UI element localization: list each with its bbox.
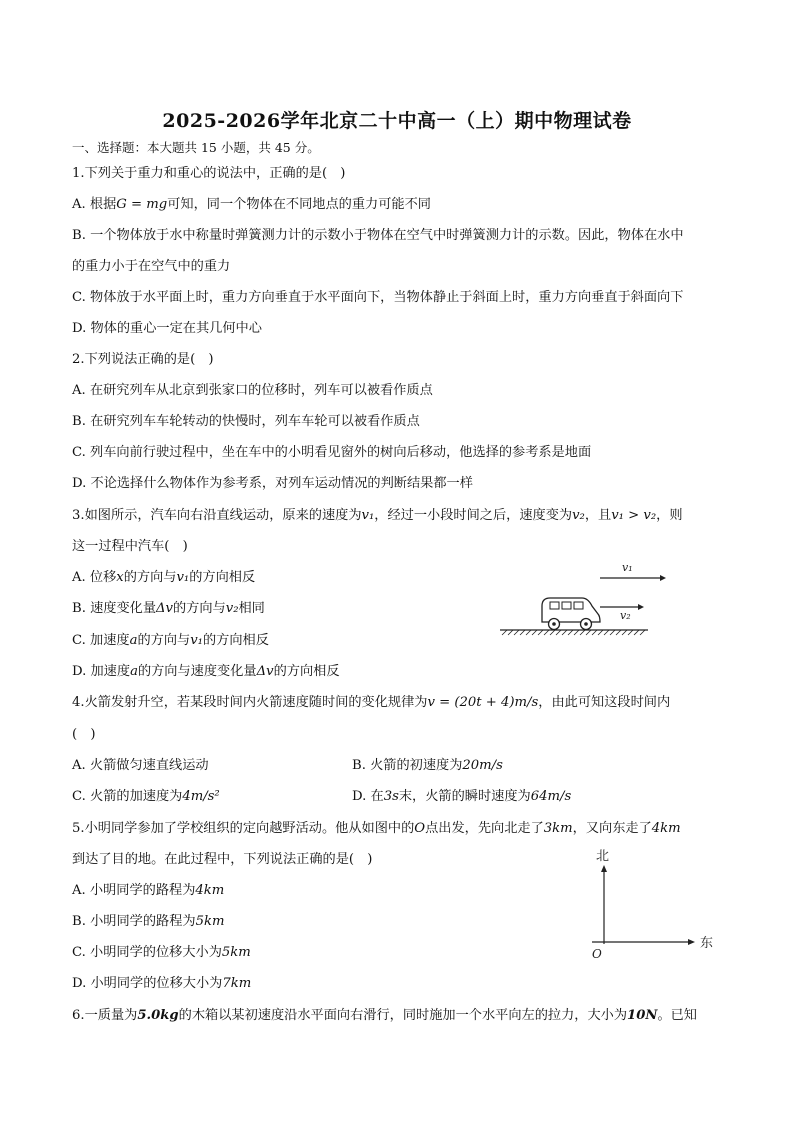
stem-text: 。已知 <box>657 1008 697 1023</box>
option-text: 相同 <box>238 601 265 616</box>
car-window <box>574 602 583 609</box>
page-title: 2025-2026学年北京二十中高一（上）期中物理试卷 <box>162 110 632 132</box>
formula: v₂ <box>572 508 585 523</box>
option-text: D. 在 <box>352 789 384 804</box>
north-label: 北 <box>596 849 610 864</box>
q3-stem-line1 <box>72 507 736 525</box>
q2-option-d: D. 不论选择什么物体作为参考系，对列车运动情况的判断结果都一样 <box>72 476 473 491</box>
q4-option-b <box>352 757 503 775</box>
formula: v₁ <box>176 570 190 585</box>
formula: O <box>414 821 426 836</box>
option-text: 的方向相反 <box>202 633 269 648</box>
q2-stem: 2.下列说法正确的是( ) <box>72 352 214 367</box>
formula: v₁ <box>361 508 375 523</box>
q4-option-a: A. 火箭做匀速直线运动 <box>72 758 209 773</box>
option-text: C. 加速度 <box>72 633 130 648</box>
option-text: C. 火箭的加速度为 <box>72 789 183 804</box>
stem-text: ，经过一小段时间之后，速度变为 <box>374 508 573 523</box>
formula: 64m/s <box>530 789 572 804</box>
formula: v₁ > v₂ <box>611 508 657 523</box>
option-text: A. 根据 <box>72 197 117 212</box>
formula: 3km <box>543 821 573 836</box>
formula: 5km <box>221 945 251 960</box>
v2-arrowhead <box>638 604 644 610</box>
car-window <box>562 602 571 609</box>
q3-stem-line2: 这一过程中汽车( ) <box>72 539 188 554</box>
option-text: B. 速度变化量 <box>72 601 157 616</box>
stem-text: ，又向东走了 <box>572 821 652 836</box>
formula: Δv <box>256 664 274 679</box>
q4-option-c <box>72 788 220 806</box>
option-text: D. 加速度 <box>72 664 131 679</box>
car-hub <box>584 622 588 626</box>
option-text: A. 位移 <box>72 570 117 585</box>
stem-text: 5.小明同学参加了学校组织的定向越野活动。他从如图中的 <box>72 821 415 836</box>
origin-label: O <box>592 947 602 961</box>
q4-stem-line1 <box>72 694 736 712</box>
formula: x <box>116 570 124 585</box>
q1-option-a <box>72 196 736 214</box>
q5-stem-line1 <box>72 820 736 838</box>
formula: a <box>130 664 138 679</box>
ground-hatching <box>502 630 645 635</box>
v1-label: v₁ <box>622 561 633 574</box>
stem-text: 3.如图所示，汽车向右沿直线运动，原来的速度为 <box>72 508 362 523</box>
q5-stem-line2: 到达了目的地。在此过程中，下列说法正确的是( ) <box>72 852 373 867</box>
v2-label: v₂ <box>620 609 631 622</box>
stem-text: ，则 <box>656 508 683 523</box>
stem-text: ，且 <box>584 508 612 523</box>
q2-option-c: C. 列车向前行驶过程中，坐在车中的小明看见窗外的树向后移动，他选择的参考系是地面 <box>72 445 592 460</box>
formula: 4m/s² <box>182 789 220 804</box>
option-text: 的方向与 <box>173 601 226 616</box>
stem-text: 点出发，先向北走了 <box>425 821 544 836</box>
q1-option-b-line2: 的重力小于在空气中的重力 <box>72 259 231 274</box>
formula: 5km <box>195 914 225 929</box>
option-text: B. 小明同学的路程为 <box>72 914 196 929</box>
section-heading: 一、选择题：本大题共 15 小题，共 45 分。 <box>72 140 320 155</box>
formula: Δv <box>156 601 173 616</box>
stem-text: ，由此可知这段时间内 <box>538 695 671 710</box>
option-text: D. 小明同学的位移大小为 <box>72 976 223 991</box>
v1-arrowhead <box>660 575 666 581</box>
q2-option-b: B. 在研究列车车轮转动的快慢时，列车车轮可以被看作质点 <box>72 414 420 429</box>
q2-option-a: A. 在研究列车从北京到张家口的位移时，列车可以被看作质点 <box>72 383 433 398</box>
formula: v₁ <box>190 633 203 648</box>
q1-option-c: C. 物体放于水平面上时，重力方向垂直于水平面向下，当物体静止于斜面上时，重力方向垂直于斜面向下 <box>72 290 684 305</box>
option-text: 末，火箭的瞬时速度为 <box>398 789 531 804</box>
option-text: 可知，同一个物体在不同地点的重力可能不同 <box>167 197 431 212</box>
formula: v₂ <box>225 601 239 616</box>
q4-stem-line2: ( ) <box>72 727 96 742</box>
q1-option-d: D. 物体的重心一定在其几何中心 <box>72 321 262 336</box>
formula: G = mg <box>116 197 168 212</box>
formula: a <box>129 633 138 648</box>
east-label: 东 <box>700 936 714 951</box>
formula: 4km <box>195 883 225 898</box>
formula: 7km <box>222 976 252 991</box>
car-hub <box>552 622 556 626</box>
q1-option-b-line1: B. 一个物体放于水中称量时弹簧测力计的示数小于物体在空气中时弹簧测力计的示数。因此，物体在水中 <box>72 228 684 243</box>
q5-direction-figure <box>584 842 724 964</box>
east-arrowhead <box>688 939 695 945</box>
formula: 4km <box>651 821 681 836</box>
q5-option-d <box>72 975 736 993</box>
formula: 5.0kg <box>137 1008 179 1023</box>
option-text: 的方向与 <box>137 633 191 648</box>
q6-stem-line1 <box>72 1007 736 1025</box>
north-arrowhead <box>601 865 607 872</box>
q4-option-d <box>352 788 571 806</box>
formula: v = (20t + 4)m/s <box>427 695 539 710</box>
stem-text: 6.一质量为 <box>72 1008 138 1023</box>
option-text: A. 小明同学的路程为 <box>72 883 196 898</box>
option-text: C. 小明同学的位移大小为 <box>72 945 222 960</box>
option-text: 的方向与 <box>123 570 177 585</box>
option-text: 的方向相反 <box>189 570 256 585</box>
q3-option-d <box>72 663 736 681</box>
q1-stem: 1.下列关于重力和重心的说法中，正确的是( ) <box>72 166 346 181</box>
option-text: 的方向相反 <box>273 664 340 679</box>
q3-car-figure <box>496 556 672 640</box>
car-window <box>550 602 559 609</box>
stem-text: 的木箱以某初速度沿水平面向右滑行，同时施加一个水平向左的拉力，大小为 <box>178 1008 628 1023</box>
option-text: 的方向与速度变化量 <box>137 664 257 679</box>
formula: 20m/s <box>462 758 503 773</box>
stem-text: 4.火箭发射升空，若某段时间内火箭速度随时间的变化规律为 <box>72 695 428 710</box>
formula: 3s <box>383 789 399 804</box>
formula: 10N <box>627 1008 658 1023</box>
option-text: B. 火箭的初速度为 <box>352 758 463 773</box>
